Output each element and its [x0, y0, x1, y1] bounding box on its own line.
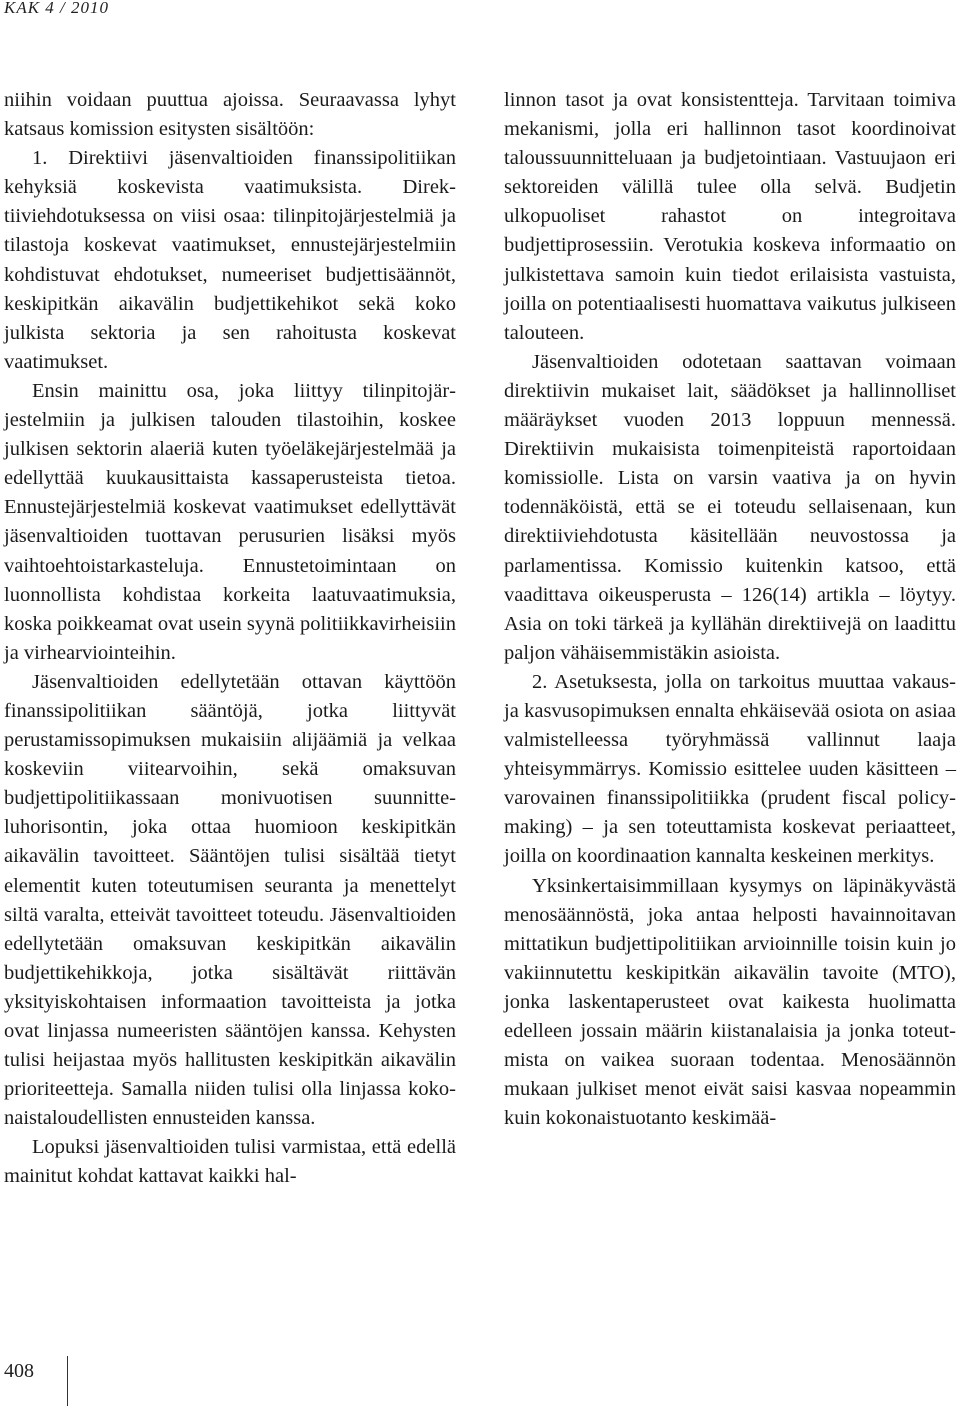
paragraph: Jäsenvaltioiden odotetaan saattavan voimaan direktiivin mukaiset lait, säädökset ja hallinnolliset määräykset vuoden 2013 loppuun mennessä. Direktiivin mukaisista toimenpiteistä raportoidaan komissiolle. Lista on varsin vaativa ja on hyvin todennäköistä, että se ei toteudu sellaisenaan, kun direktiiviehdotusta käsitellään neuvostossa ja parlamentissa. Komissio kuitenkin katsoo, että vaadittava oikeusperusta – 126(14) artikla – löytyy. Asia on toki tärkeä ja kyllähän direktiivejä on laadittu paljon vähäisemmistäkin asioista. — [504, 350, 956, 664]
paragraph: niihin voidaan puuttua ajoissa. Seuraavassa lyhyt katsaus komission esitysten sisältöön: — [4, 89, 456, 141]
paragraph: 1. Direktiivi jäsenvaltioiden finanssipolitiikan kehyksiä koskevista vaatimuksista. Direktiiviehdotuksessa on viisi osaa: tilinpitojärjestelmiä ja tilastoja koskevat vaatimukset, ennustejärjestelmiin kohdistuvat ehdotukset, numeeriset budjettisäännöt, keskipitkän aikavälin budjettikehikot sekä koko julkista sektoria ja sen rahoitusta koskevat vaatimukset. — [4, 147, 456, 373]
paragraph: Yksinkertaisimmillaan kysymys on läpinäkyvästä menosäännöstä, joka antaa helposti havainnoitavan mittatikun budjettipolitiikan arvioinnille toisin kuin jo vakiinnutettu keskipitkän aikavälin tavoite (MTO), jonka laskentaperusteet ovat kaikesta huolimatta edelleen jossain määrin kiistanalaisia ja jonka toteutmista on vaikea suoraan todentaa. Menosäännön mukaan julkiset menot eivät saisi kasvaa nopeammin kuin kokonaistuotanto keskimää- — [504, 874, 956, 1130]
left-column — [4, 86, 456, 1192]
running-title: KAK 4 / 2010 — [4, 0, 110, 17]
page-number: 408 — [4, 1360, 34, 1382]
paragraph: Jäsenvaltioiden edellytetään ottavan käyttöön finanssipolitiikan sääntöjä, jotka liittyvät perustamissopimuksen mukaisiin alijäämiä ja velkaa koskeviin viitearvoihin, sekä omaksuvan budjettipolitiikassaan monivuotisen suunnitteluhorisontin, joka ottaa huomioon keskipitkän aikavälin tavoitteet. Sääntöjen tulisi sisältää tietyt elementit kuten toteutumisen seuranta ja menettelyt siltä varalta, etteivät tavoitteet toteudu. Jäsenvaltioiden edellytetään omaksuvan keskipitkän aikavälin budjettikehikkoja, jotka sisältävät riittävän yksityiskohtaisen informaation tavoitteista ja jotka ovat linjassa numeeristen sääntöjen kanssa. Kehysten tulisi heijastaa myös hallitusten keskipitkän aikavälin prioriteetteja. Samalla niiden tulisi olla linjassa kokonaistaloudellisten ennusteiden kanssa. — [4, 670, 456, 1130]
page-number-divider — [67, 1356, 68, 1406]
paragraph: 2. Asetuksesta, jolla on tarkoitus muuttaa vakaus- ja kasvusopimuksen ennalta ehkäisevää osiota on asiaa valmistelleessa työryhmässä vallinnut laaja yhteisymmärrys. Komissio esittelee uuden käsitteen – varovainen finanssipolitiikka (prudent fiscal policy-making) – ja sen toteuttamista koskevat periaatteet, joilla on koordinaation kannalta keskeinen merkitys. — [504, 670, 956, 868]
paragraph: Ensin mainittu osa, joka liittyy tilinpitojärjestelmiin ja julkisen talouden tilastoihin, koskee julkisen sektorin alaeriä kuten työeläkejärjestelmää ja edellyttää kuukausittaista kassaperusteista tietoa. Ennustejärjestelmiä koskevat vaatimukset edellyttävät jäsenvaltioiden tuottavan perusurien lisäksi myös vaihtoehtoistarkasteluja. Ennustetoimintaan on luonnollista kohdistaa korkeita laatuvaatimuksia, koska poikkeamat ovat usein syynä politiikkavirheisiin ja virhearviointeihin. — [4, 379, 456, 664]
right-column — [504, 86, 956, 1133]
paragraph: Lopuksi jäsenvaltioiden tulisi varmistaa, että edellä mainitut kohdat kattavat kaikki hal- — [4, 1136, 456, 1188]
paragraph: linnon tasot ja ovat konsistentteja. Tarvitaan toimiva mekanismi, jolla eri hallinnon tasot koordinoivat taloussuunnitteluaan ja budjetointiaan. Vastuujaon eri sektoreiden välillä tulee olla selvä. Budjetin ulkopuoliset rahastot on integroitava budjettiprosessiin. Verotukia koskeva informaatio on julkistettava samoin kuin tiedot erilaisista vastuista, joilla on potentiaalisesti huomattava vaikutus julkiseen talouteen. — [504, 89, 956, 344]
